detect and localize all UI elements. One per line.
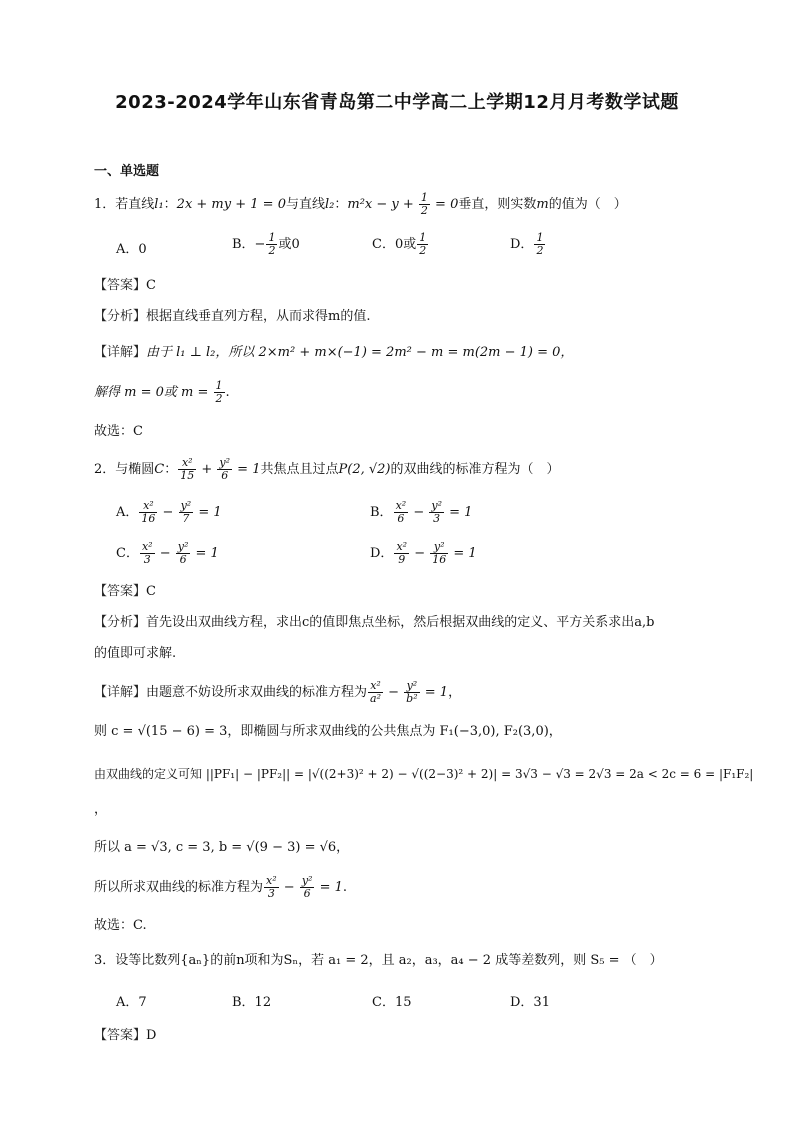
q1-line2-eq: m²x − y + — [347, 197, 418, 212]
q2-focus-line: 则 c = √(15 − 6) = 3，即椭圆与所求双曲线的公共焦点为 F₁(−3,0), F₂(3,0)， — [94, 724, 562, 739]
q2-analysis: 【分析】首先设出双曲线方程，求出c的值即焦点坐标，然后根据双曲线的定义、平方关系求出a,b — [94, 615, 655, 630]
q3-option-b: B．12 — [232, 995, 272, 1010]
q1-text-c: 的值为（ ） — [548, 197, 627, 212]
q1-eq-zero: = 0 — [430, 197, 459, 212]
q1-l1: l₁ — [154, 197, 164, 212]
q1-choose: 故选：C — [94, 424, 143, 439]
q2-values-line: 所以 a = √3, c = 3, b = √(9 − 3) = √6， — [94, 840, 350, 855]
q2-result-line: 所以所求双曲线的标准方程为 $\frac{\text{x²}}{3}$ − $\frac{\text{y²}}{6}$ = 1. — [94, 874, 348, 900]
q2-answer: 【答案】C — [94, 584, 156, 599]
question-2-stem: 2．与椭圆C： $\frac{\text{x²}}{15}$ + $\frac{\text{y²}}{6}$ = 1共焦点且过点P(2, √2)的双曲线的标准方程为（ ） — [94, 456, 560, 482]
q2-definition-line: 由双曲线的定义可知 ||PF₁| − |PF₂|| = |√((2+3)² + 2) − √((2−3)² + 2)| = 3√3 − √3 = 2√3 = 2a < 2c = 6 = |F₁F₂| — [94, 767, 754, 781]
q2-option-d: D． $\frac{\text{x²}}{9}$ − $\frac{\text{y²}}{16}$ = 1 — [370, 540, 477, 566]
q2-detail: 【详解】由题意不妨设所求双曲线的标准方程为 $\frac{\text{x²}}{\text{a²}}$ − $\frac{\text{y²}}{\text{b²}}$ = 1， — [94, 679, 462, 705]
q1-answer: 【答案】C — [94, 278, 156, 293]
section-heading: 一、单选题 — [94, 164, 160, 179]
q3-option-c: C．15 — [372, 995, 412, 1010]
q1-line1-eq: 2x + my + 1 = 0 — [176, 197, 286, 212]
question-1-stem — [94, 192, 627, 217]
q1-option-b: B．− $\frac{1}{2}$ 或0 — [232, 231, 300, 257]
q3-option-a: A．7 — [116, 995, 147, 1010]
q1-text-mid: 与直线 — [285, 197, 325, 212]
q1-analysis: 【分析】根据直线垂直列方程，从而求得m的值. — [94, 309, 371, 324]
q1-fraction: $\frac{1}{2}$ — [420, 191, 428, 217]
q2-choose: 故选：C. — [94, 918, 147, 933]
q1-text-b: 垂直，则实数 — [458, 197, 537, 212]
q1-text: 1．若直线 — [94, 197, 155, 212]
question-3-stem: 3．设等比数列{aₙ}的前n项和为Sₙ，若 a₁ = 2，且 a₂，a₃，a₄ − 2 成等差数列，则 S₅ = （ ） — [94, 953, 663, 968]
q1-solve: 解得 m = 0或 m = $\frac{1}{2}$ . — [94, 379, 230, 405]
q2-option-a: A． $\frac{\text{x²}}{16}$ − $\frac{\text{y²}}{7}$ = 1 — [116, 499, 222, 525]
page-title: 2023-2024学年山东省青岛第二中学高二上学期12月月考数学试题 — [115, 92, 679, 113]
q1-option-d: D． $\frac{1}{2}$ — [510, 231, 544, 257]
q3-option-d: D．31 — [510, 995, 550, 1010]
q1-option-a: A．0 — [116, 242, 147, 257]
q2-comma: ， — [94, 802, 108, 817]
q1-option-c: C．0或 $\frac{1}{2}$ — [372, 231, 427, 257]
q3-answer: 【答案】D — [94, 1028, 157, 1043]
q2-option-b: B． $\frac{\text{x²}}{6}$ − $\frac{\text{y²}}{3}$ = 1 — [370, 499, 473, 525]
q1-l2: l₂ — [324, 197, 335, 212]
q1-colon2: ： — [334, 197, 348, 212]
q1-m: m — [536, 197, 549, 212]
q2-option-c: C． $\frac{\text{x²}}{3}$ − $\frac{\text{y²}}{6}$ = 1 — [116, 540, 219, 566]
q1-detail: 【详解】由于 l₁ ⊥ l₂，所以 2×m² + m×(−1) = 2m² − m = m(2m − 1) = 0， — [94, 345, 574, 360]
q1-colon: ： — [163, 197, 177, 212]
q2-analysis-cont: 的值即可求解. — [94, 646, 177, 661]
